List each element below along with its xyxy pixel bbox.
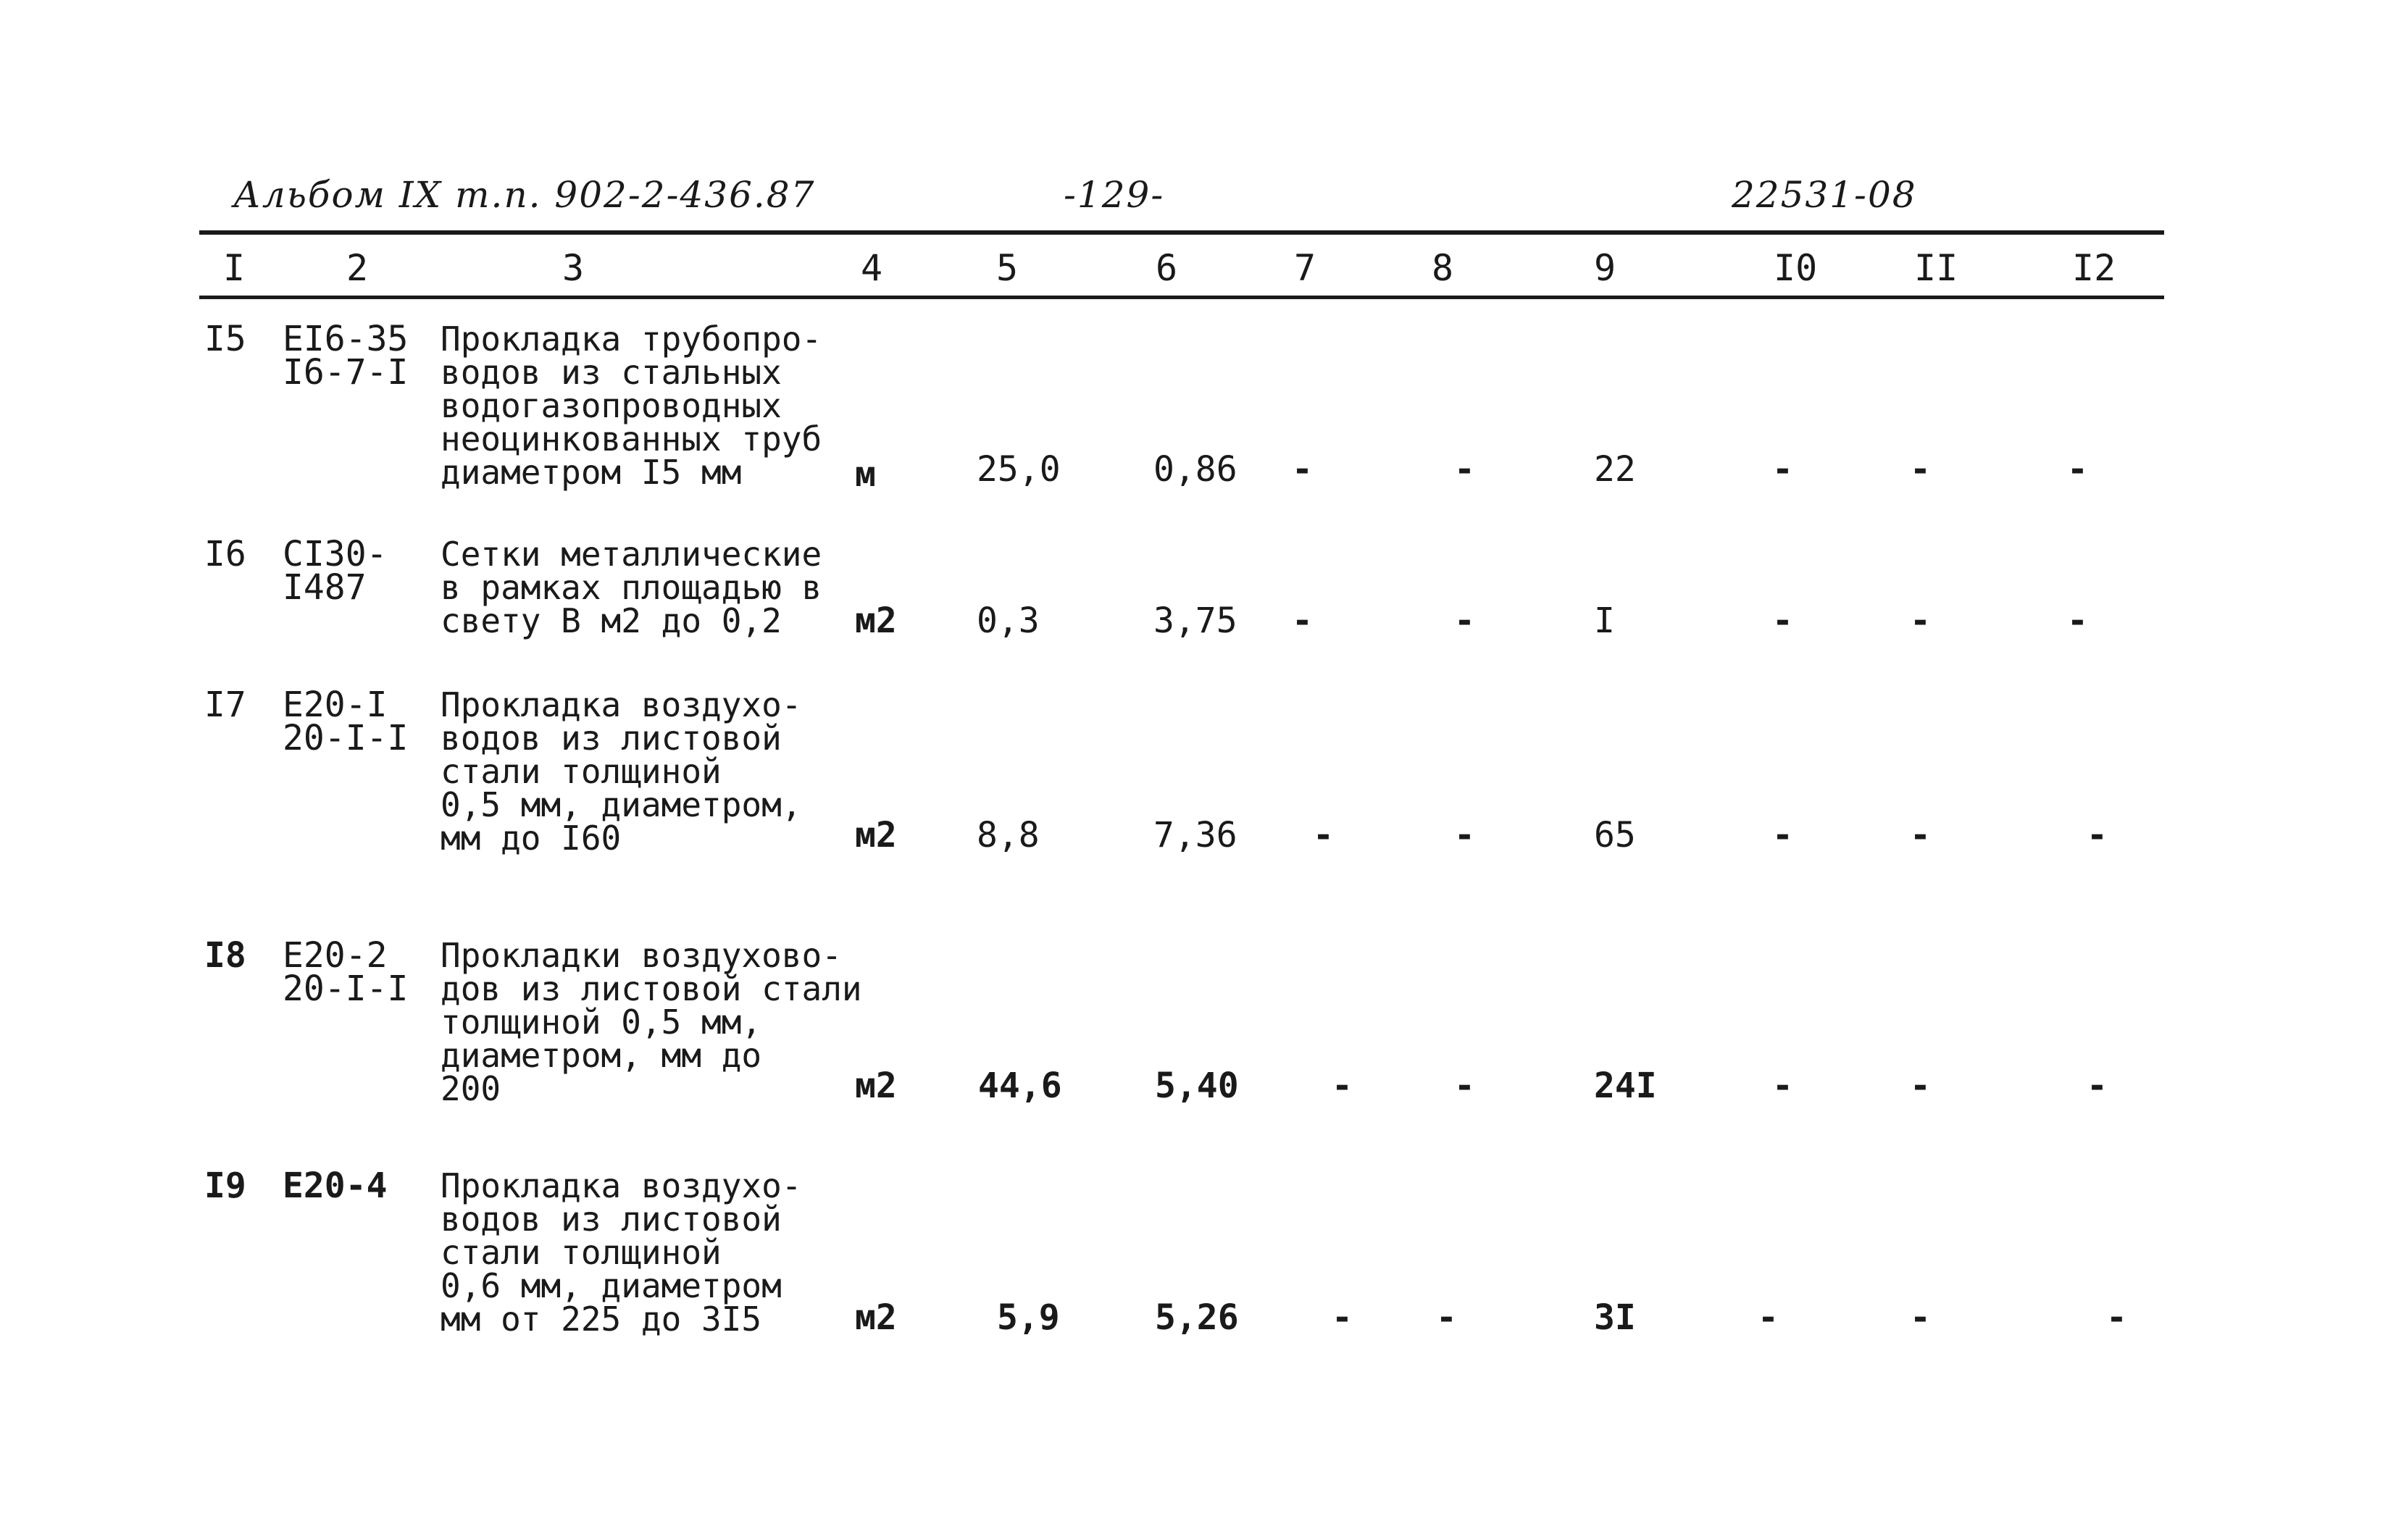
unit-cell: м2 [855, 1297, 897, 1338]
col12-cell: - [2106, 1297, 2127, 1338]
row-description [441, 535, 822, 640]
page-number: -129- [1064, 174, 1165, 216]
row-code-line: EI6-35 [283, 319, 409, 359]
description-line: Сетки металлические [441, 535, 822, 574]
description-line: Прокладка воздухо- [441, 685, 802, 724]
header-bottom-rule [199, 296, 2164, 299]
row-code-line: CI30- [283, 534, 388, 574]
col6-cell: 0,86 [1153, 449, 1237, 490]
quantity-cell: 8,8 [977, 815, 1040, 855]
album-reference: Альбом IX т.п. 902-2-436.87 [233, 174, 816, 216]
col12-cell: - [2067, 600, 2088, 641]
row-description [441, 936, 862, 1108]
row-number: I8 [204, 935, 246, 976]
unit-cell: м2 [855, 815, 897, 855]
col10-cell: - [1772, 1066, 1793, 1106]
row-description [441, 319, 822, 492]
col11-cell: - [1910, 1297, 1931, 1338]
col11-cell: - [1910, 600, 1931, 641]
column-header-2: 2 [346, 247, 369, 289]
row-code [283, 534, 388, 608]
description-line: водов из стальных [441, 353, 782, 392]
row-code-line: I487 [283, 567, 367, 608]
row-number: I9 [204, 1166, 246, 1206]
row-code-line: 20-I-I [283, 718, 409, 758]
row-description [441, 685, 802, 858]
description-line: водов из листовой [441, 719, 782, 758]
column-header-12: I2 [2072, 247, 2116, 289]
col9-cell: 3I [1594, 1297, 1636, 1338]
column-header-3: 3 [562, 247, 585, 289]
col8-cell: - [1436, 1297, 1457, 1338]
col10-cell: - [1772, 449, 1793, 490]
column-header-10: I0 [1774, 247, 1818, 289]
description-line: 0,5 мм, диаметром, [441, 785, 802, 824]
col9-cell: I [1594, 600, 1615, 641]
quantity-cell: 44,6 [978, 1066, 1062, 1106]
col7-cell: - [1292, 600, 1313, 641]
row-number: I6 [204, 534, 246, 574]
col9-cell: 22 [1594, 449, 1636, 490]
row-code-line: E20-2 [283, 935, 388, 976]
row-number: I7 [204, 685, 246, 725]
quantity-cell: 25,0 [977, 449, 1061, 490]
col8-cell: - [1454, 449, 1475, 490]
description-line: мм до I60 [441, 819, 622, 858]
col8-cell: - [1454, 1066, 1475, 1106]
quantity-cell: 0,3 [977, 600, 1040, 641]
column-header-4: 4 [861, 247, 883, 289]
col7-cell: - [1292, 449, 1313, 490]
col8-cell: - [1454, 600, 1475, 641]
description-line: 200 [441, 1069, 501, 1108]
row-code [283, 935, 409, 1009]
col12-cell: - [2087, 815, 2108, 855]
column-header-8: 8 [1432, 247, 1454, 289]
col6-cell: 5,26 [1155, 1297, 1239, 1338]
description-line: Прокладка трубопро- [441, 319, 822, 359]
column-header-6: 6 [1156, 247, 1178, 289]
col10-cell: - [1772, 600, 1793, 641]
col11-cell: - [1910, 449, 1931, 490]
row-code [283, 319, 409, 393]
unit-cell: м [855, 454, 876, 495]
description-line: Прокладки воздухово- [441, 936, 842, 975]
col6-cell: 5,40 [1155, 1066, 1239, 1106]
description-line: водов из листовой [441, 1200, 782, 1239]
description-line: толщиной 0,5 мм, [441, 1003, 762, 1042]
description-line: водогазопроводных [441, 386, 782, 425]
description-line: мм от 225 до 3I5 [441, 1300, 762, 1339]
row-code-line: I6-7-I [283, 352, 409, 393]
header-top-rule [199, 230, 2164, 235]
col12-cell: - [2087, 1066, 2108, 1106]
col11-cell: - [1910, 815, 1931, 855]
description-line: стали толщиной [441, 1233, 722, 1272]
description-line: свету В м2 до 0,2 [441, 601, 782, 640]
row-code-line: 20-I-I [283, 968, 409, 1009]
description-line: диаметром I5 мм [441, 453, 742, 492]
description-line: 0,6 мм, диаметром [441, 1266, 782, 1305]
row-code [283, 685, 409, 758]
column-header-7: 7 [1294, 247, 1316, 289]
description-line: диаметром, мм до [441, 1036, 762, 1075]
column-header-5: 5 [996, 247, 1019, 289]
description-line: стали толщиной [441, 752, 722, 791]
row-description [441, 1166, 802, 1339]
col9-cell: 65 [1594, 815, 1636, 855]
unit-cell: м2 [855, 600, 897, 641]
col7-cell: - [1313, 815, 1334, 855]
col7-cell: - [1332, 1066, 1353, 1106]
col12-cell: - [2067, 449, 2088, 490]
col6-cell: 7,36 [1153, 815, 1237, 855]
row-code-line: E20-I [283, 685, 388, 725]
description-line: Прокладка воздухо- [441, 1166, 802, 1205]
col6-cell: 3,75 [1153, 600, 1237, 641]
description-line: дов из листовой стали [441, 969, 862, 1008]
row-code-line: E20-4 [283, 1166, 388, 1206]
column-header-1: I [223, 247, 246, 289]
document-code: 22531-08 [1732, 174, 1917, 216]
col9-cell: 24I [1594, 1066, 1657, 1106]
column-header-11: II [1914, 247, 1958, 289]
description-line: неоцинкованных труб [441, 419, 822, 459]
quantity-cell: 5,9 [997, 1297, 1060, 1338]
row-code [283, 1166, 388, 1206]
col10-cell: - [1772, 815, 1793, 855]
row-number: I5 [204, 319, 246, 359]
unit-cell: м2 [855, 1066, 897, 1106]
column-header-9: 9 [1594, 247, 1616, 289]
col10-cell: - [1758, 1297, 1779, 1338]
col11-cell: - [1910, 1066, 1931, 1106]
col8-cell: - [1454, 815, 1475, 855]
col7-cell: - [1332, 1297, 1353, 1338]
description-line: в рамках площадью в [441, 568, 822, 607]
